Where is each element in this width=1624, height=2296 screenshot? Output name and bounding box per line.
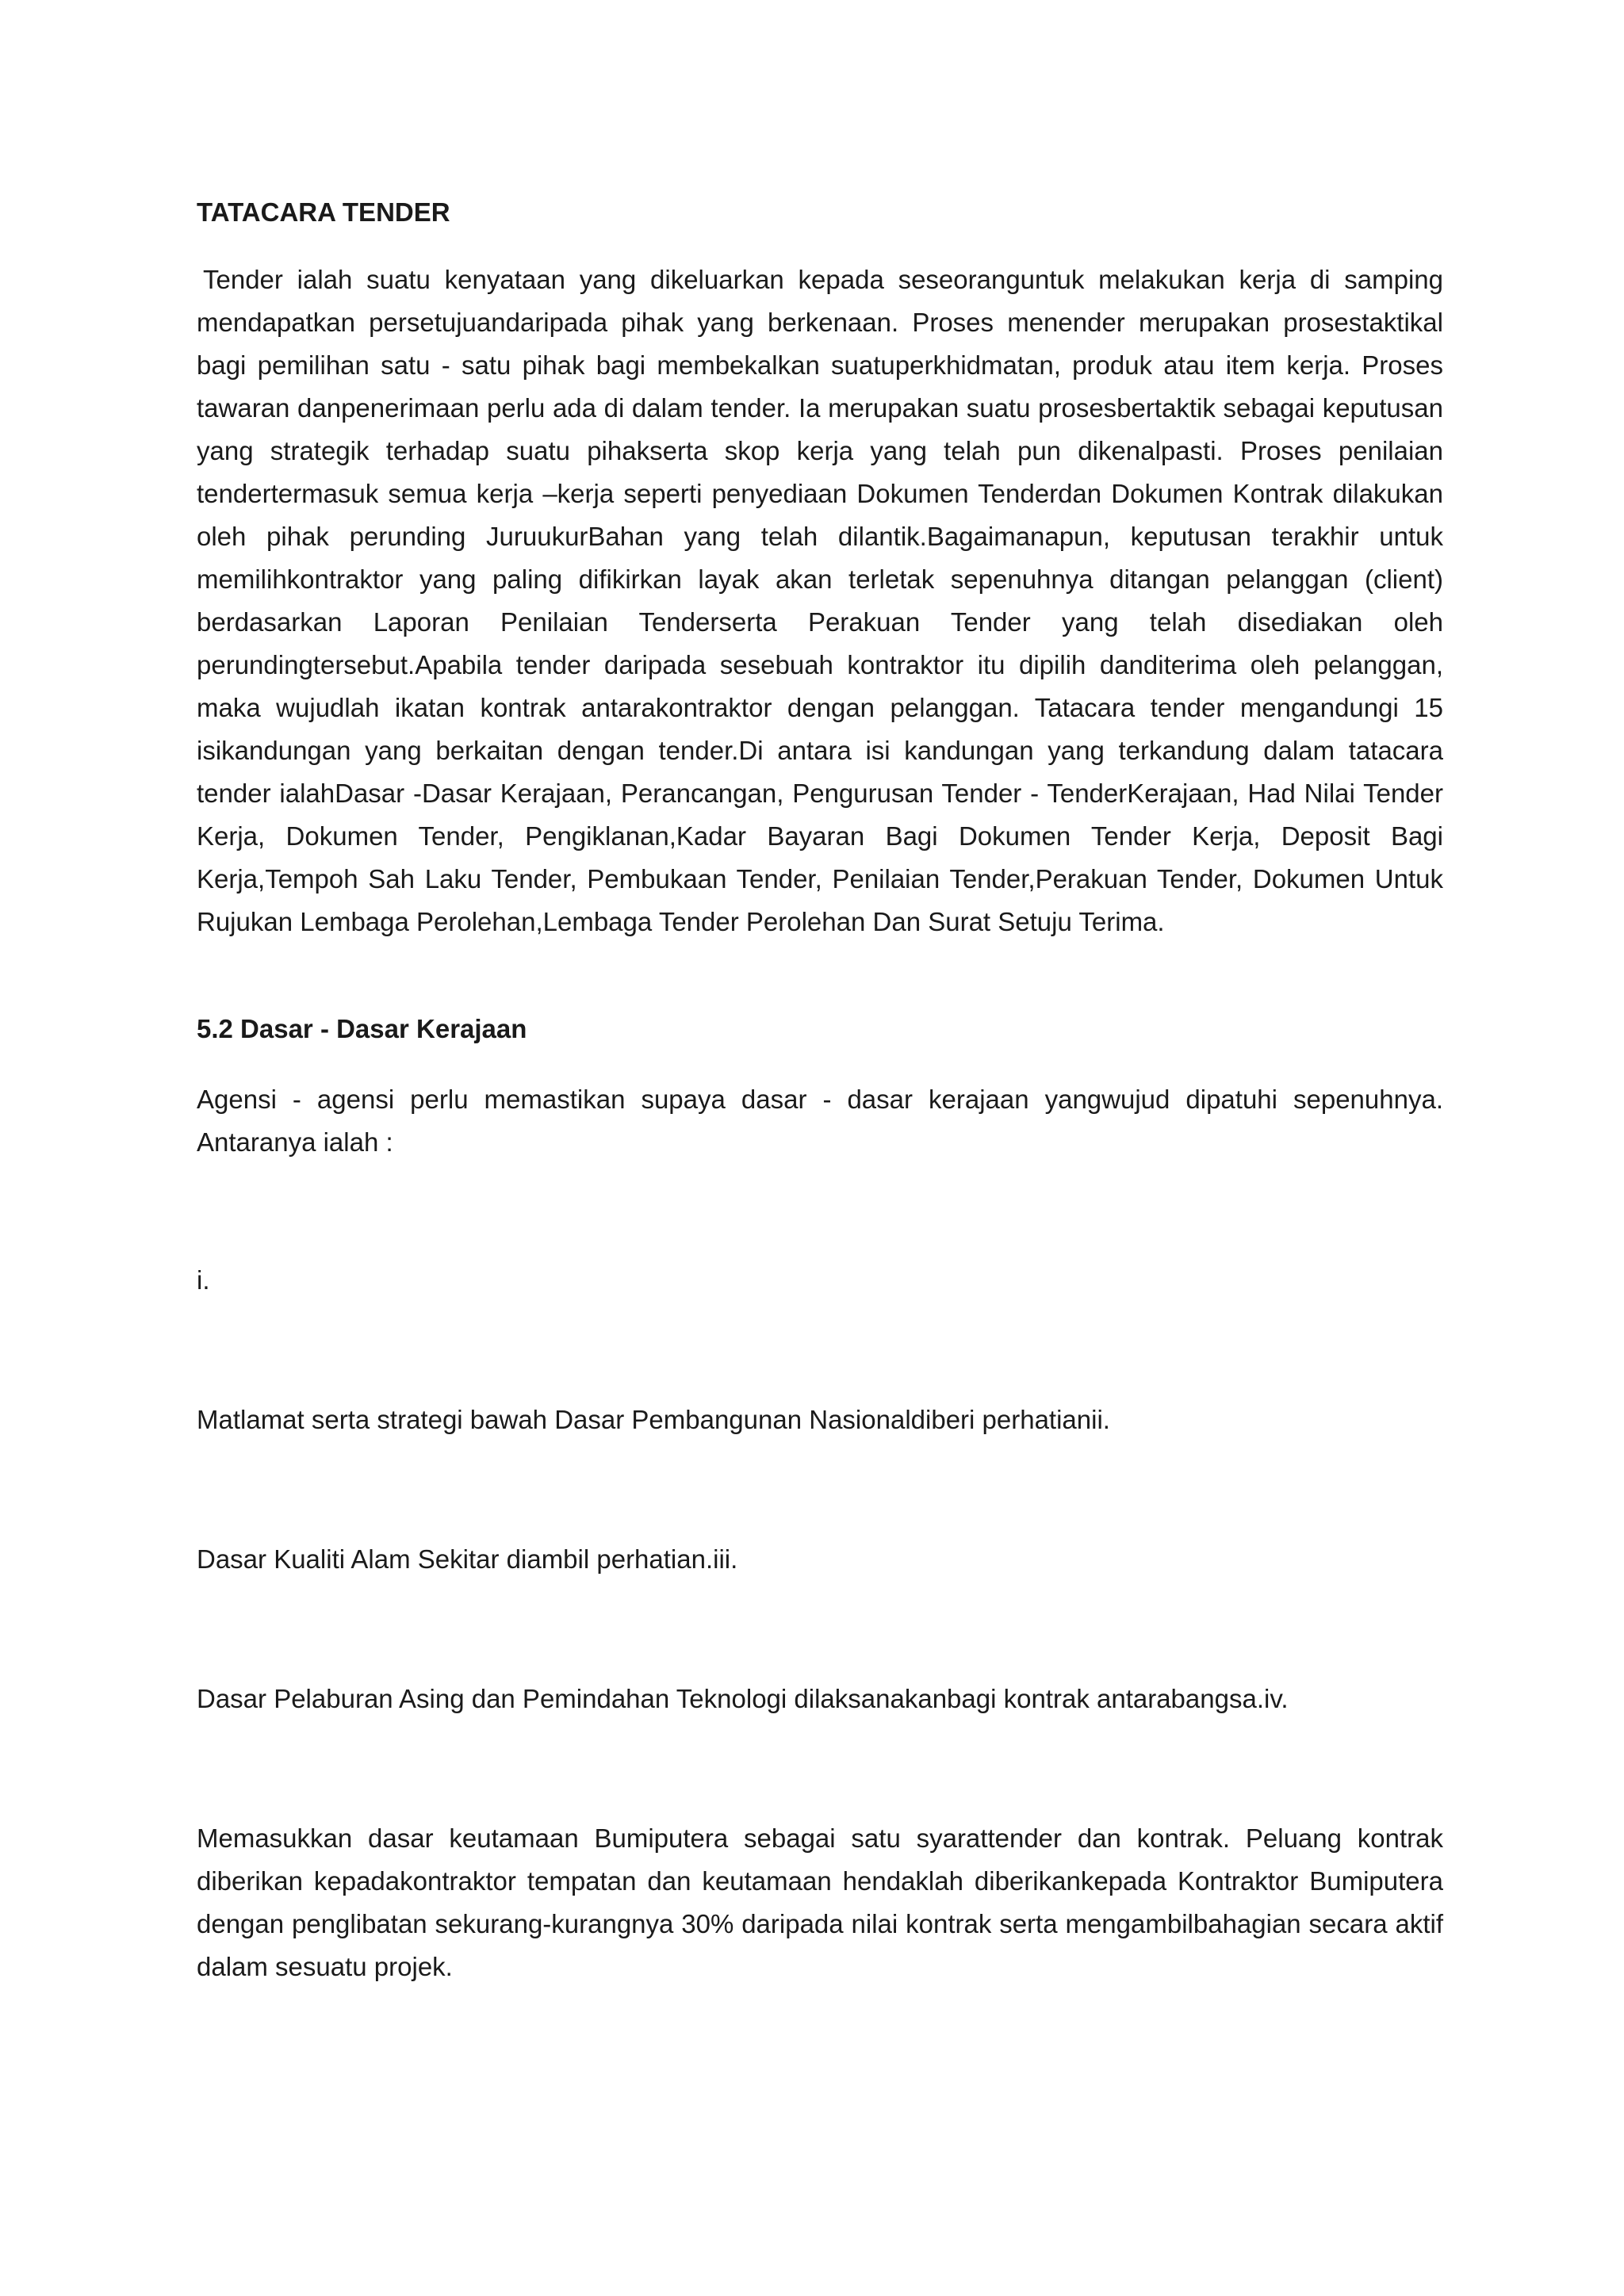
list-item-1: Matlamat serta strategi bawah Dasar Pembangunan Nasionaldiberi perhatianii.: [197, 1405, 1110, 1434]
section-heading: 5.2 Dasar - Dasar Kerajaan: [197, 1014, 527, 1043]
list-marker: i.: [197, 1265, 210, 1295]
section-intro-paragraph: Agensi - agensi perlu memastikan supaya dasar - dasar kerajaan yangwujud dipatuhi sepenuhnya. Antaranya ialah :: [197, 1085, 1443, 1157]
intro-paragraph: Tender ialah suatu kenyataan yang dikeluarkan kepada seseoranguntuk melakukan kerja di samping mendapatkan persetujuandaripada pihak yang berkenaan. Proses menender merupakan prosestaktikal bagi pemilihan satu - satu pihak bagi membekalkan suatuperkhidmatan, produk atau item kerja. Proses tawaran danpenerimaan perlu ada di dalam tender. Ia merupakan suatu prosesbertaktik sebagai keputusan yang strategik terhadap suatu pihakserta skop kerja yang telah pun dikenalpasti. Proses penilaian tendertermasuk semua kerja –kerja seperti penyediaan Dokumen Tenderdan Dokumen Kontrak dilakukan oleh pihak perunding JuruukurBahan yang telah dilantik.Bagaimanapun, keputusan terakhir untuk memilihkontraktor yang paling difikirkan layak akan terletak sepenuhnya ditangan pelanggan (client) berdasarkan Laporan Penilaian Tenderserta Perakuan Tender yang telah disediakan oleh perundingtersebut.Apabila tender daripada sesebuah kontraktor itu dipilih danditerima oleh pelanggan, maka wujudlah ikatan kontrak antarakontraktor dengan pelanggan. Tatacara tender mengandungi 15 isikandungan yang berkaitan dengan tender.Di antara isi kandungan yang terkandung dalam tatacara tender ialahDasar -Dasar Kerajaan, Perancangan, Pengurusan Tender - TenderKerajaan, Had Nilai Tender Kerja, Dokumen Tender, Pengiklanan,Kadar Bayaran Bagi Dokumen Tender Kerja, Deposit Bagi Kerja,Tempoh Sah Laku Tender, Pembukaan Tender, Penilaian Tender,Perakuan Tender, Dokumen Untuk Rujukan Lembaga Perolehan,Lembaga Tender Perolehan Dan Surat Setuju Terima.: [197, 265, 1443, 936]
list-item-2: Dasar Kualiti Alam Sekitar diambil perhatian.iii.: [197, 1544, 738, 1574]
list-item-3: Dasar Pelaburan Asing dan Pemindahan Teknologi dilaksanakanbagi kontrak antarabangsa.iv.: [197, 1684, 1289, 1713]
document-title: TATACARA TENDER: [197, 197, 450, 227]
list-item-4: Memasukkan dasar keutamaan Bumiputera sebagai satu syarattender dan kontrak. Peluang kontrak diberikan kepadakontraktor tempatan dan keutamaan hendaklah diberikankepada Kontraktor Bumiputera dengan penglibatan sekurang-kurangnya 30% daripada nilai kontrak serta mengambilbahagian secara aktif dalam sesuatu projek.: [197, 1823, 1443, 1981]
